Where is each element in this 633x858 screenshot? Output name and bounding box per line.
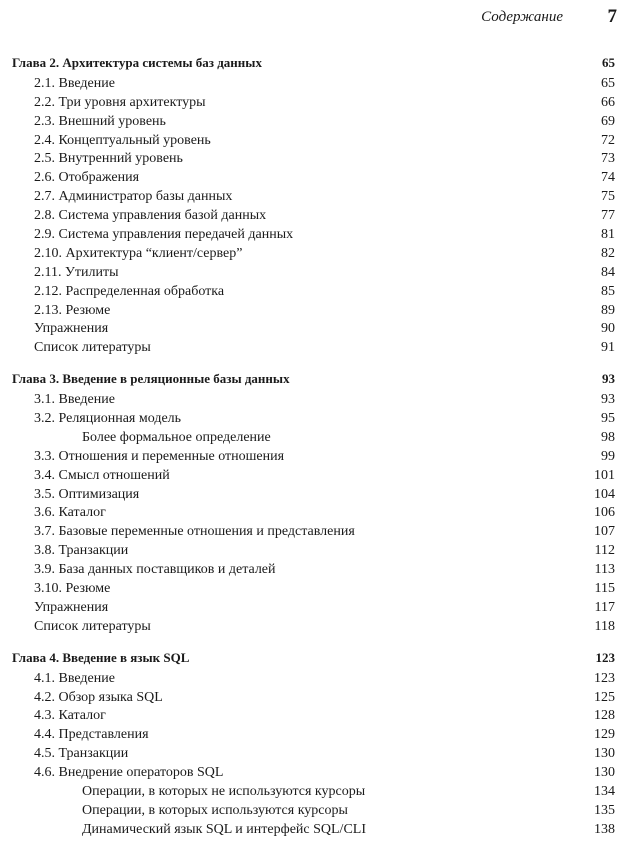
entry-title: 3.8. Транзакции [34, 543, 129, 559]
toc-subentry [0, 802, 633, 821]
entry-page-number: 107 [594, 524, 615, 540]
entry-title: 2.3. Внешний уровень [34, 113, 166, 129]
entry-title: Динамический язык SQL и интерфейс SQL/CLI [82, 821, 366, 837]
entry-title: 2.4. Концептуальный уровень [34, 132, 211, 148]
toc-entry [0, 302, 633, 321]
toc-entry [0, 391, 633, 410]
entry-page-number: 74 [601, 170, 615, 186]
toc-subentry [0, 821, 633, 840]
toc-entry [0, 726, 633, 745]
toc-entry [0, 486, 633, 505]
toc-entry [0, 618, 633, 637]
chapter-page-number: 123 [595, 649, 615, 665]
entry-title: Список литературы [34, 340, 151, 356]
entry-title: 4.4. Представления [34, 727, 149, 743]
entry-page-number: 112 [594, 543, 615, 559]
running-header-title: Содержание [481, 9, 563, 25]
entry-page-number: 77 [601, 208, 615, 224]
entry-title: 2.11. Утилиты [34, 264, 119, 280]
entry-title: 4.1. Введение [34, 670, 115, 686]
entry-page-number: 106 [594, 505, 615, 521]
entry-page-number: 101 [594, 467, 615, 483]
entry-title: 3.7. Базовые переменные отношения и представления [34, 524, 355, 540]
entry-title: 2.8. Система управления базой данных [34, 208, 267, 224]
entry-page-number: 130 [594, 746, 615, 762]
entry-title: Упражнения [34, 321, 109, 337]
toc-entry [0, 542, 633, 561]
chapter-title: Глава 4. Введение в язык SQL [12, 649, 190, 665]
toc-entry [0, 75, 633, 94]
toc-entry [0, 339, 633, 358]
entry-page-number: 134 [594, 783, 615, 799]
toc-entry [0, 207, 633, 226]
entry-page-number: 135 [594, 802, 615, 818]
toc-subentry [0, 783, 633, 802]
entry-page-number: 99 [601, 448, 615, 464]
entry-title: 2.12. Распределенная обработка [34, 283, 225, 299]
entry-title: 3.5. Оптимизация [34, 486, 140, 502]
entry-title: 2.9. Система управления передачей данных [34, 227, 294, 243]
entry-title: 4.6. Внедрение операторов SQL [34, 765, 224, 781]
toc-entry [0, 467, 633, 486]
entry-title: 2.1. Введение [34, 75, 115, 91]
toc-entry [0, 745, 633, 764]
toc-entry [0, 169, 633, 188]
entry-page-number: 125 [594, 689, 615, 705]
entry-title: Более формальное определение [82, 429, 271, 445]
entry-title: 3.4. Смысл отношений [34, 467, 170, 483]
entry-title: 3.6. Каталог [34, 505, 106, 521]
toc-entry [0, 188, 633, 207]
entry-title: Операции, в которых используются курсоры [82, 802, 348, 818]
toc-entry [0, 580, 633, 599]
entry-page-number: 85 [601, 283, 615, 299]
toc-entry [0, 283, 633, 302]
entry-title: 2.5. Внутренний уровень [34, 151, 183, 167]
entry-page-number: 130 [594, 765, 615, 781]
toc-entry [0, 410, 633, 429]
toc-entry [0, 113, 633, 132]
toc-entry [0, 523, 633, 542]
entry-page-number: 113 [594, 562, 615, 578]
entry-title: 2.2. Три уровня архитектуры [34, 94, 206, 110]
entry-page-number: 89 [601, 302, 615, 318]
toc-entry [0, 94, 633, 113]
toc-entry [0, 599, 633, 618]
entry-page-number: 84 [601, 264, 615, 280]
toc-entry [0, 561, 633, 580]
entry-title: 3.1. Введение [34, 392, 115, 408]
entry-page-number: 117 [594, 599, 615, 615]
chapter-heading [0, 649, 633, 668]
entry-page-number: 75 [601, 189, 615, 205]
toc-entry [0, 707, 633, 726]
entry-page-number: 66 [601, 94, 615, 110]
entry-page-number: 82 [601, 245, 615, 261]
chapter-heading [0, 370, 633, 389]
toc-entry [0, 320, 633, 339]
chapter-title: Глава 2. Архитектура системы баз данных [12, 55, 262, 70]
entry-title: 2.10. Архитектура “клиент/сервер” [34, 245, 243, 261]
chapter-section [0, 649, 633, 840]
entry-title: 2.7. Администратор базы данных [34, 189, 233, 205]
toc-subentry [0, 429, 633, 448]
entry-title: 3.3. Отношения и переменные отношения [34, 448, 285, 464]
toc-entry [0, 764, 633, 783]
toc-entry [0, 448, 633, 467]
entry-page-number: 90 [601, 321, 615, 337]
entry-page-number: 118 [594, 618, 615, 634]
entry-page-number: 123 [594, 670, 615, 686]
entry-title: 2.13. Резюме [34, 302, 111, 318]
toc-entry [0, 670, 633, 689]
toc-entry [0, 504, 633, 523]
entry-page-number: 69 [601, 113, 615, 129]
toc-entry [0, 245, 633, 264]
chapter-section [0, 54, 633, 358]
entry-page-number: 72 [601, 132, 615, 148]
running-header [0, 6, 633, 30]
entry-title: 3.10. Резюме [34, 581, 111, 597]
entry-title: 4.2. Обзор языка SQL [34, 689, 163, 705]
entry-page-number: 65 [601, 75, 615, 91]
chapter-title: Глава 3. Введение в реляционные базы данных [12, 371, 290, 387]
entry-page-number: 104 [594, 486, 615, 502]
entry-title: 4.5. Транзакции [34, 746, 129, 762]
table-of-contents [0, 54, 633, 852]
entry-page-number: 81 [601, 227, 615, 243]
entry-page-number: 98 [601, 429, 615, 445]
entry-title: 3.2. Реляционная модель [34, 411, 182, 427]
page-number: 7 [607, 6, 617, 27]
entry-page-number: 115 [594, 581, 615, 597]
entry-page-number: 91 [601, 340, 615, 356]
chapter-page-number: 65 [602, 55, 615, 70]
toc-entry [0, 226, 633, 245]
entry-page-number: 93 [601, 392, 615, 408]
entry-title: Операции, в которых не используются курсоры [82, 783, 366, 799]
entry-page-number: 95 [601, 411, 615, 427]
toc-entry [0, 132, 633, 151]
entry-page-number: 128 [594, 708, 615, 724]
chapter-heading [0, 54, 633, 73]
chapter-page-number: 93 [602, 371, 615, 387]
entry-title: 2.6. Отображения [34, 170, 140, 186]
toc-entry [0, 150, 633, 169]
entry-page-number: 129 [594, 727, 615, 743]
entry-page-number: 73 [601, 151, 615, 167]
entry-title: Список литературы [34, 618, 151, 634]
toc-entry [0, 264, 633, 283]
toc-entry [0, 689, 633, 708]
entry-page-number: 138 [594, 821, 615, 837]
entry-title: 3.9. База данных поставщиков и деталей [34, 562, 276, 578]
entry-title: 4.3. Каталог [34, 708, 106, 724]
chapter-section [0, 370, 633, 636]
entry-title: Упражнения [34, 599, 109, 615]
